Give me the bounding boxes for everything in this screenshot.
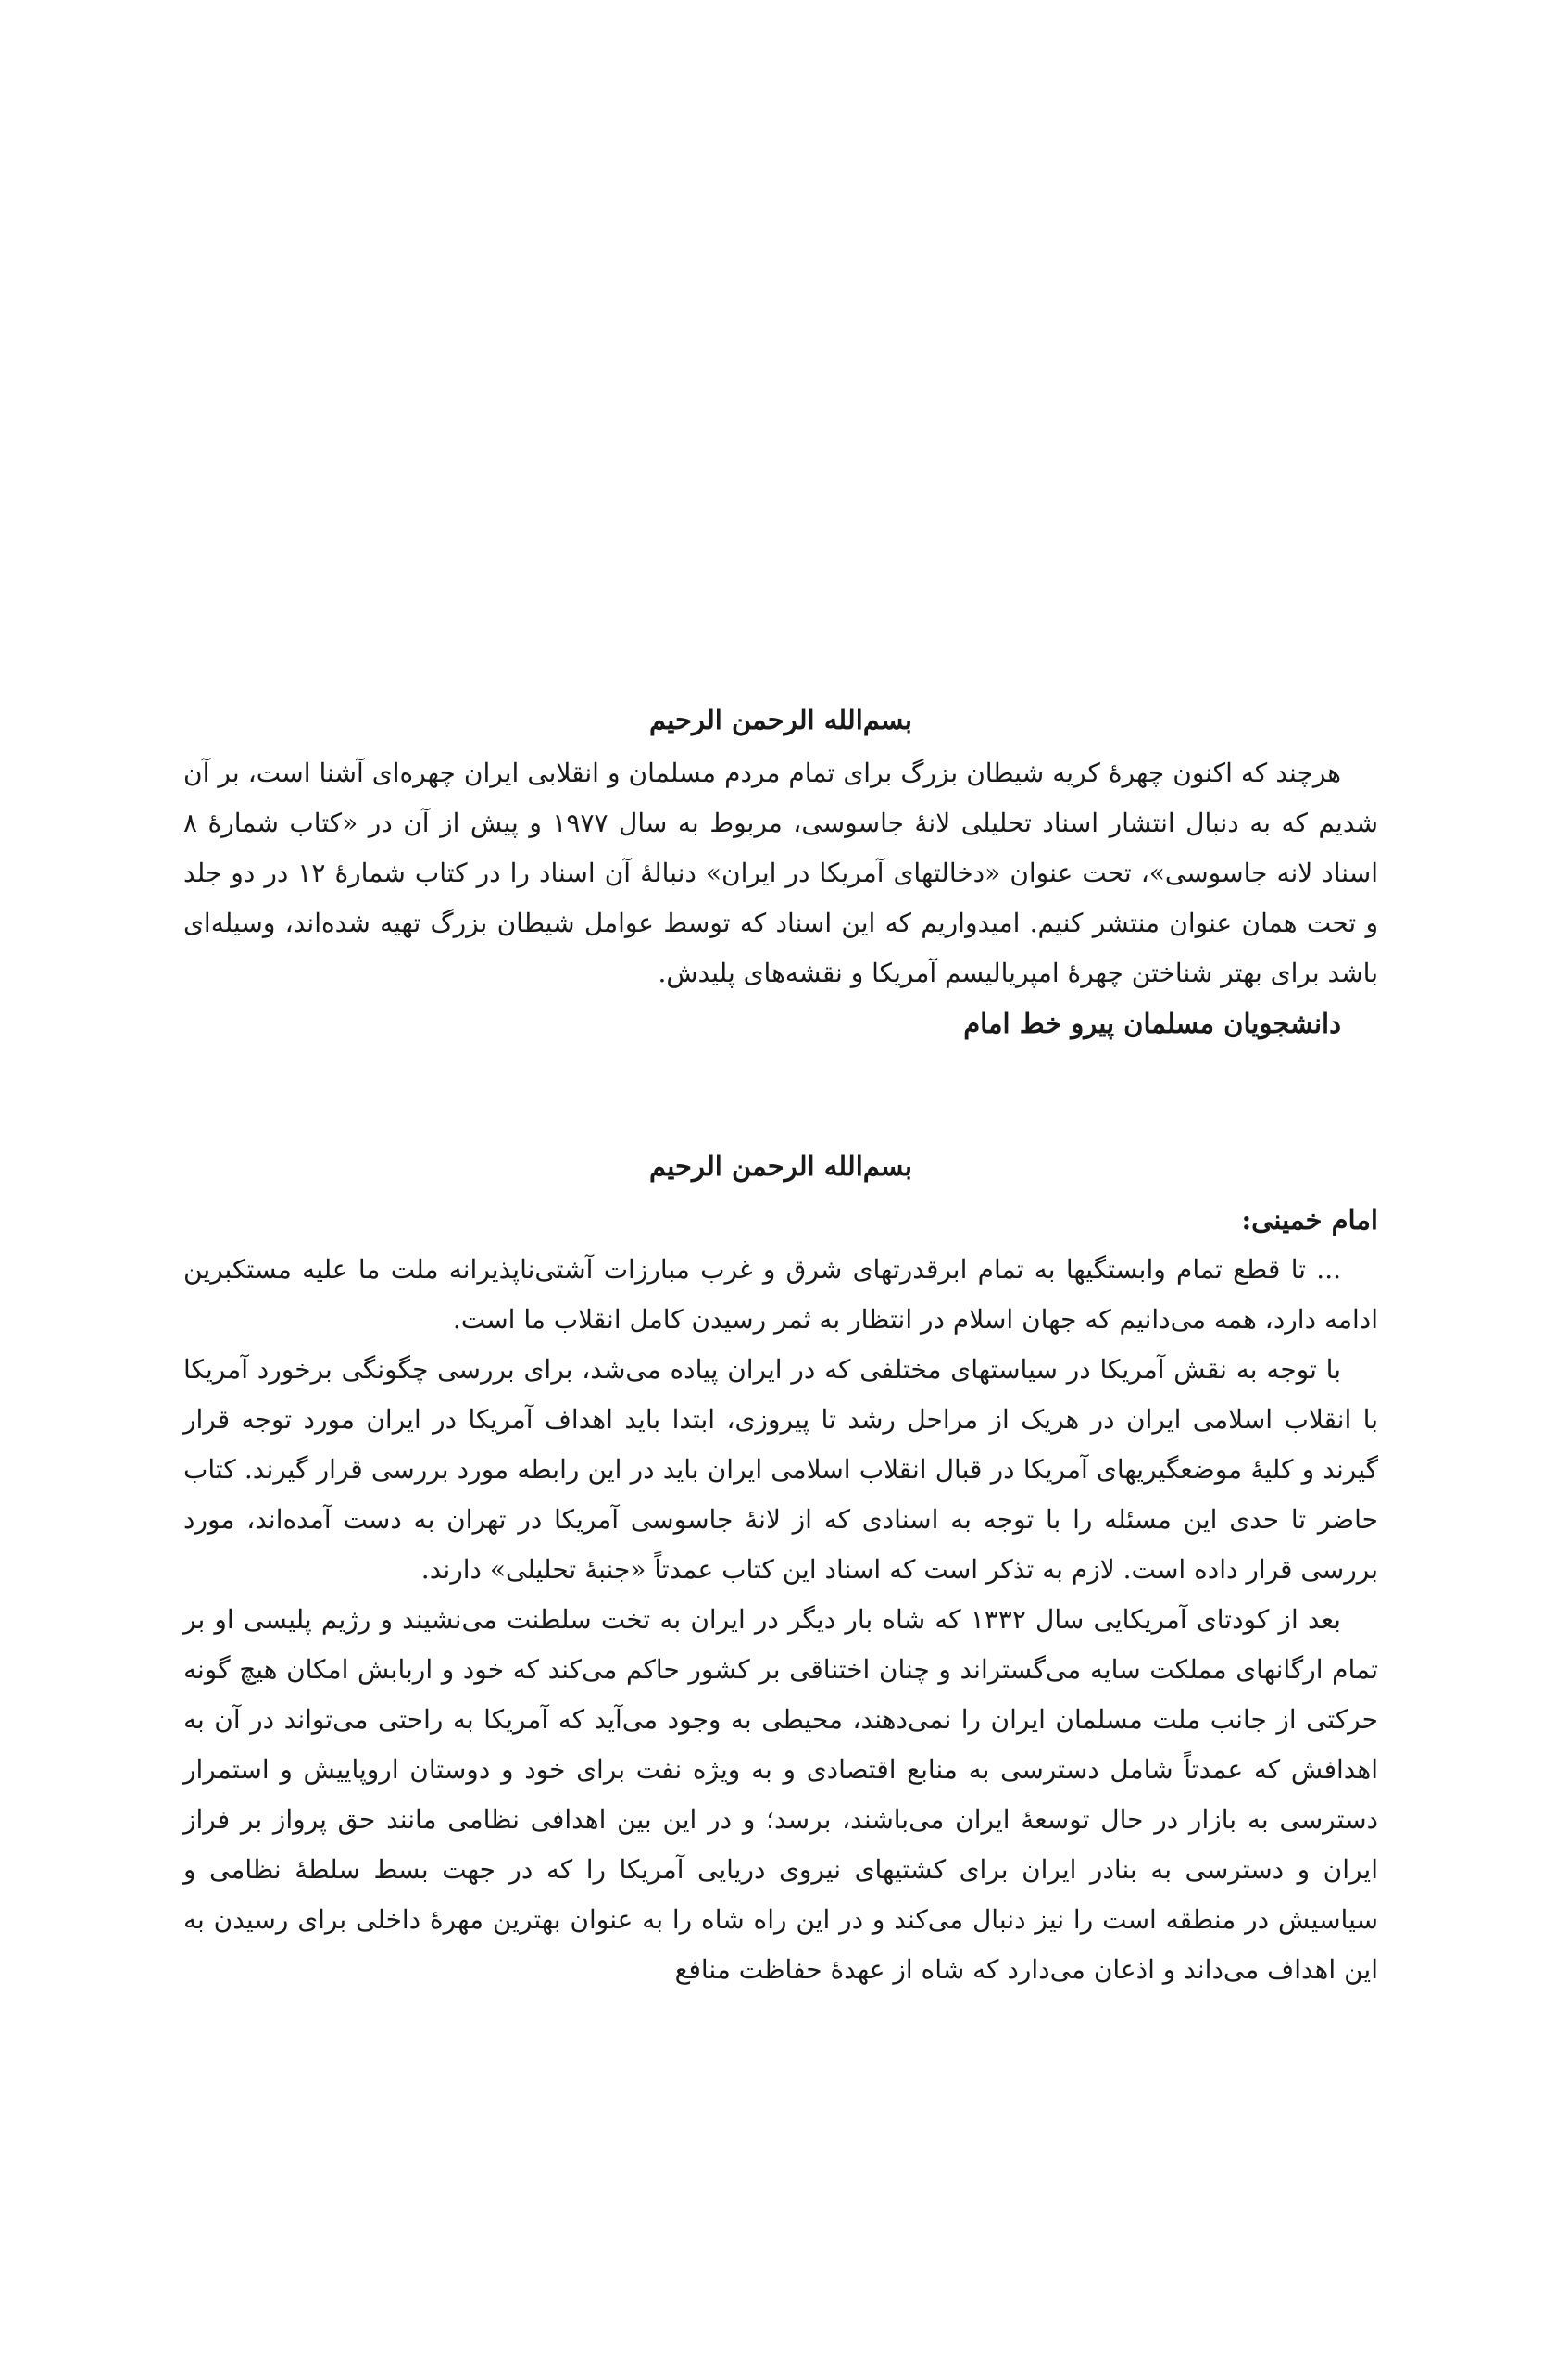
preface-signature: دانشجویان مسلمان پیرو خط امام xyxy=(963,1008,1341,1039)
basmala-heading-2: بسم‌الله الرحمن الرحیم xyxy=(648,1150,912,1182)
preface-paragraph: هرچند که اکنون چهرهٔ کریه شیطان بزرگ برای تمام مردم مسلمان و انقلابی ایران چهره‌ای آشنا است، بر آن شدیم که به دنبال انتشار اسناد تحلیلی لانهٔ جاسوسی، مربوط به سال ۱۹۷۷ و پیش از آن در «کتاب شمارهٔ ۸ اسناد لانه جاسوسی»، تحت عنوان «دخالتهای آمریکا در ایران» دنبالهٔ آن اسناد را در کتاب شمارهٔ ۱۲ در دو جلد و تحت همان عنوان منتشر کنیم. امیدواریم که این اسناد که توسط عوامل شیطان بزرگ تهیه شده‌اند، وسیله‌ای باشد برای بهتر شناختن چهرهٔ امپریالیسم آمریکا و نقشه‌های پلیدش. xyxy=(183,758,1378,988)
body-paragraph-1: با توجه به نقش آمریکا در سیاستهای مختلفی که در ایران پیاده می‌شد، برای بررسی چگونگی برخورد آمریکا با انقلاب اسلامی ایران در هریک از مراحل رشد تا پیروزی، ابتدا باید اهداف آمریکا در ایران مورد توجه قرار گیرند و کلیهٔ موضعگیریهای آمریکا در قبال انقلاب اسلامی ایران باید در این رابطه مورد بررسی قرار گیرند. کتاب حاضر تا حدی این مسئله را با توجه به اسنادی که از لانهٔ جاسوسی آمریکا در تهران به دست آمده‌اند، مورد بررسی قرار داده است. لازم به تذکر است که اسناد این کتاب عمدتاً «جنبهٔ تحلیلی» دارند. xyxy=(183,1354,1378,1585)
section-spacer xyxy=(183,1048,1378,1141)
document-page xyxy=(183,695,1378,1995)
speaker-label: امام خمینی: xyxy=(1241,1204,1378,1236)
body-paragraph-2: بعد از کودتای آمریکایی سال ۱۳۳۲ که شاه بار دیگر در ایران به تخت سلطنت می‌نشیند و رژیم پلیسی او بر تمام ارگانهای مملکت سایه می‌گستراند و چنان اختناقی بر کشور حاکم می‌کند که خود و اربابش امکان هیچ گونه حرکتی از جانب ملت مسلمان ایران را نمی‌دهند، محیطی به وجود می‌آید که آمریکا به راحتی می‌تواند در آن به اهدافش که عمدتاً شامل دسترسی به منابع اقتصادی و به ویژه نفت برای خود و دوستان اروپاییش و استمرار دسترسی به بازار در حال توسعهٔ ایران می‌باشند، برسد؛ و در این بین اهدافی نظامی مانند حق پرواز بر فراز ایران و دسترسی به بنادر ایران برای کشتیهای نیروی دریایی آمریکا را که در جهت بسط سلطهٔ نظامی و سیاسیش در منطقه است را نیز دنبال می‌کند و در این راه شاه را به عنوان بهترین مهرهٔ داخلی برای رسیدن به این اهداف می‌داند و اذعان می‌دارد که شاه از عهدهٔ حفاظت منافع xyxy=(183,1604,1378,1985)
basmala-heading: بسم‌الله الرحمن الرحیم xyxy=(648,704,912,735)
quote-paragraph: ... تا قطع تمام وابستگیها به تمام ابرقدرتهای شرق و غرب مبارزات آشتی‌ناپذیرانه ملت ما علیه مستکبرین ادامه دارد، همه می‌دانیم که جهان اسلام در انتظار به ثمر رسیدن کامل انقلاب ما است. xyxy=(183,1254,1378,1335)
